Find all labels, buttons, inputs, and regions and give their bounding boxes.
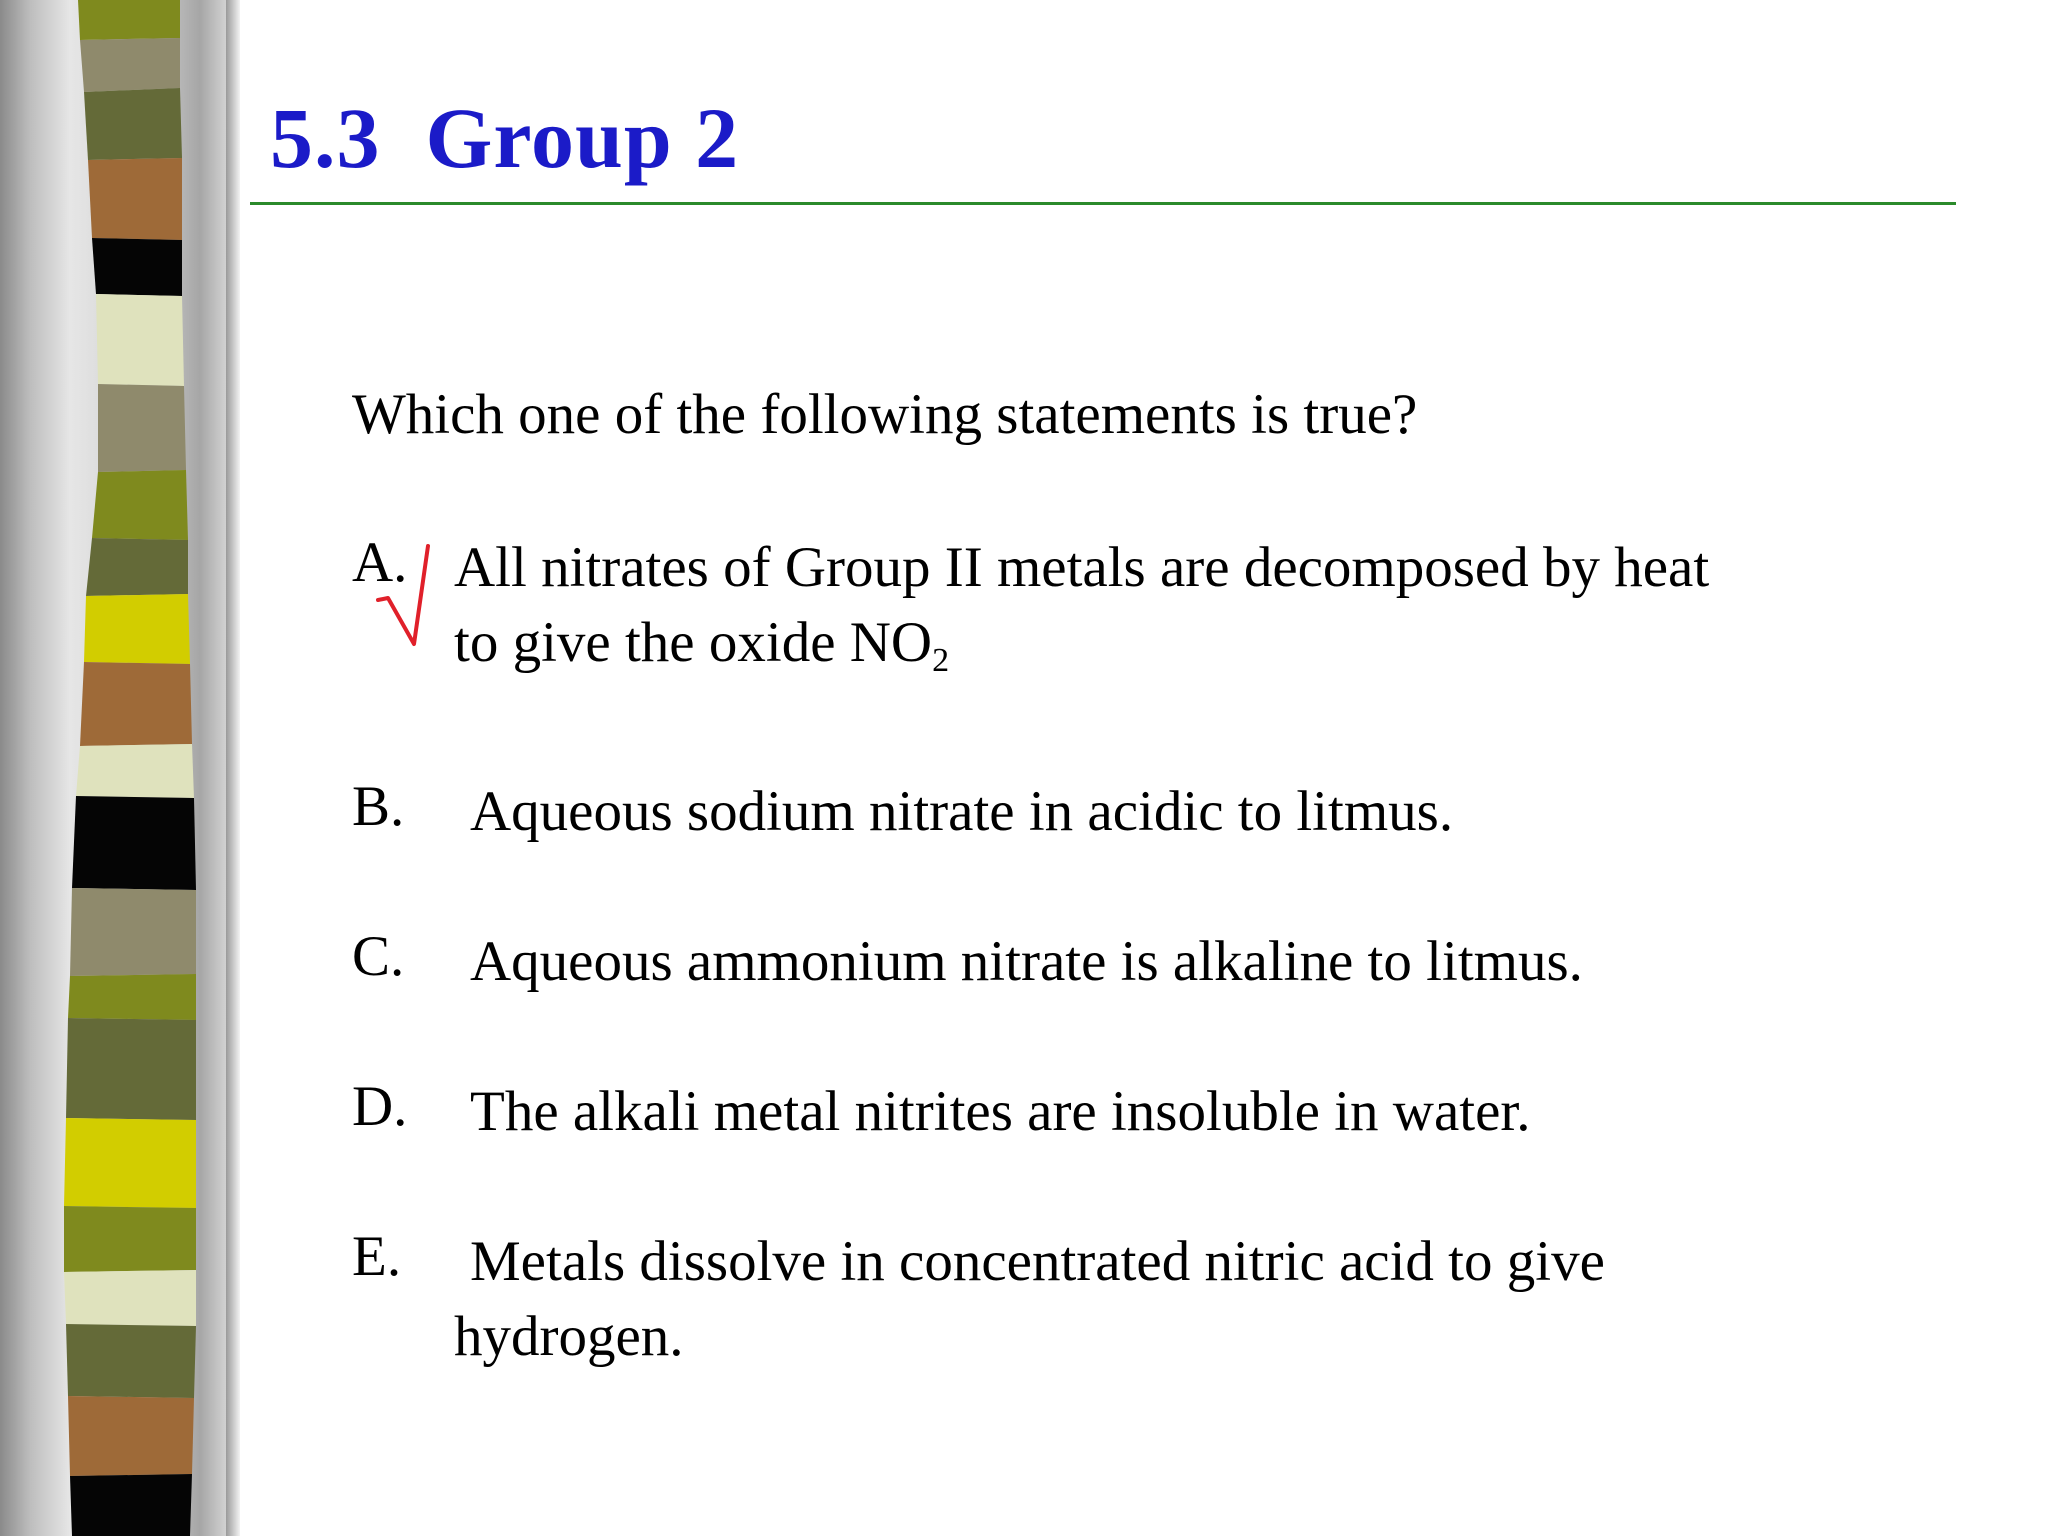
- option-a-subscript: 2: [932, 642, 950, 679]
- option-e-letter: E.: [352, 1225, 402, 1288]
- option-a-line2-text: to give the oxide NO: [454, 611, 933, 674]
- option-c-text: Aqueous ammonium nitrate is alkaline to litmus.: [470, 930, 1583, 993]
- option-a-line2: [454, 605, 1709, 680]
- option-a-line1: All nitrates of Group II metals are decomposed by heat: [454, 536, 1710, 599]
- question-text: Which one of the following statements is true?: [352, 383, 1418, 446]
- check-mark-icon: [372, 542, 432, 652]
- option-e-text: [454, 1224, 1605, 1374]
- option-d-text: The alkali metal nitrites are insoluble in water.: [470, 1080, 1531, 1143]
- stripe-pattern: [0, 0, 240, 1536]
- option-a-letter: A.: [352, 531, 408, 594]
- decorative-side-band: [0, 0, 240, 1536]
- option-e-line1: Metals dissolve in concentrated nitric acid to give: [470, 1230, 1605, 1293]
- slide-title: 5.3 Group 2: [270, 90, 740, 186]
- option-c-letter: C.: [352, 925, 405, 988]
- option-b-text: Aqueous sodium nitrate in acidic to litmus.: [470, 780, 1454, 843]
- title-divider: [250, 202, 1956, 205]
- option-d-letter: D.: [352, 1075, 408, 1138]
- option-a-text: [454, 530, 1709, 680]
- stripe-blocks: [64, 0, 196, 1536]
- option-b-letter: B.: [352, 775, 405, 838]
- option-e-line2: hydrogen.: [454, 1305, 684, 1368]
